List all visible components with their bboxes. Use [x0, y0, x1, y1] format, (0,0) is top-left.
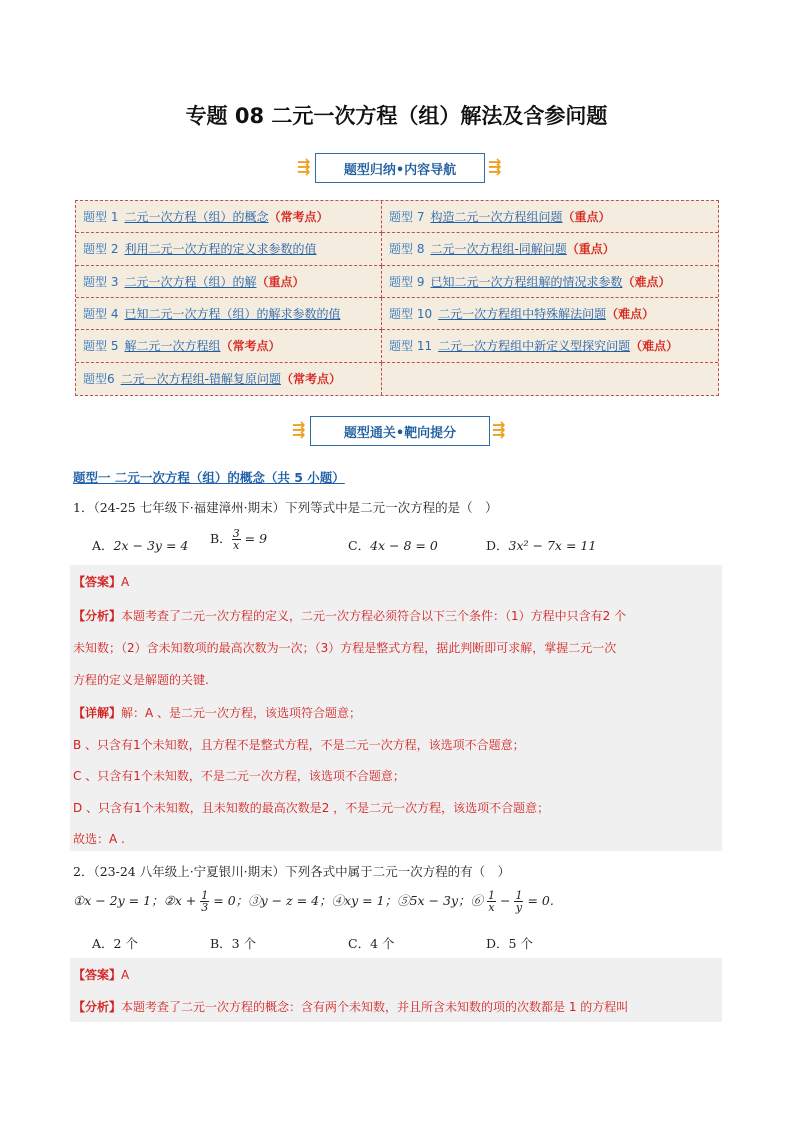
items-math: ①x − 2y = 1；②x +: [73, 893, 197, 908]
nav-number: 题型6: [83, 372, 115, 387]
fraction-denominator: x: [488, 901, 495, 914]
analysis-key: 【分析】: [73, 609, 122, 623]
nav-tag: （常考点）: [280, 372, 341, 387]
nav-cell[interactable]: [76, 266, 382, 298]
analysis-1-line: [73, 607, 626, 624]
nav-number: 题型 9: [389, 274, 425, 289]
nav-number: 题型 1: [83, 210, 119, 225]
banner-navigation-label: 题型归纳•内容导航: [343, 162, 457, 178]
fraction-denominator: 3: [201, 901, 209, 914]
nav-cell[interactable]: [76, 330, 382, 362]
nav-tag: （难点）: [606, 307, 655, 322]
nav-tag: （重点）: [256, 274, 305, 289]
analysis-1-line: 方程的定义是解题的关键.: [73, 673, 209, 687]
nav-tag: （常考点）: [220, 339, 281, 354]
option-label: C．: [348, 538, 371, 553]
nav-tag: （重点）: [562, 210, 611, 225]
nav-number: 题型 4: [83, 307, 119, 322]
nav-cell[interactable]: [76, 298, 382, 330]
nav-number: 题型 11: [389, 339, 433, 354]
nav-tag: （难点）: [622, 274, 671, 289]
detail-1-line: 故选：A .: [73, 832, 125, 846]
option-fraction: [232, 528, 241, 551]
banner-practice-label: 题型通关•靶向提分: [343, 425, 457, 441]
question-2-option-c: C．4 个: [348, 936, 395, 951]
nav-link[interactable]: 二元一次方程组-错解复原问题: [120, 372, 281, 387]
nav-link[interactable]: 二元一次方程组中特殊解法问题: [438, 307, 607, 322]
question-1-option-c: [348, 536, 438, 554]
option-math: 4x − 8 = 0: [370, 538, 438, 553]
banner-left-deco-icon: ⇶: [297, 157, 311, 176]
nav-link[interactable]: 解二元一次方程组: [124, 339, 221, 354]
detail-1-line: C 、只含有1个未知数，不是二元一次方程，该选项不合题意；: [73, 769, 405, 783]
option-label: A．: [92, 538, 114, 553]
nav-tag: （重点）: [566, 242, 615, 257]
option-math: 3x² − 7x = 11: [508, 538, 597, 553]
detail-1-line: D 、只含有1个未知数，且未知数的最高次数是2 ，不是二元一次方程，该选项不合题意；: [73, 801, 550, 815]
nav-number: 题型 3: [83, 274, 119, 289]
nav-link[interactable]: 二元一次方程组-同解问题: [430, 242, 567, 257]
nav-cell[interactable]: [76, 201, 382, 233]
nav-tag: （难点）: [630, 339, 679, 354]
page-title: 专题 08 二元一次方程（组）解法及含参问题: [185, 104, 608, 128]
nav-number: 题型 10: [389, 307, 433, 322]
detail-1-line: B 、只含有1个未知数，且方程不是整式方程，不是二元一次方程，该选项不合题意；: [73, 738, 525, 752]
detail-text: 解：A 、是二元一次方程，该选项符合题意；: [121, 706, 362, 720]
nav-link[interactable]: 已知二元一次方程（组）的解求参数的值: [124, 307, 341, 322]
answer-key: 【答案】: [73, 575, 122, 589]
nav-cell[interactable]: [382, 201, 718, 233]
answer-1-line: [73, 573, 129, 590]
fraction-numerator: 3: [232, 527, 240, 540]
nav-number: 题型 2: [83, 242, 119, 257]
nav-link[interactable]: 利用二元一次方程的定义求参数的值: [124, 242, 317, 257]
nav-cell[interactable]: [76, 233, 382, 265]
nav-link[interactable]: 构造二元一次方程组问题: [430, 210, 563, 225]
items-fraction: [200, 890, 209, 913]
nav-link[interactable]: 二元一次方程（组）的概念: [124, 210, 269, 225]
nav-tag: （常考点）: [268, 210, 329, 225]
option-label: B．: [210, 531, 232, 546]
nav-link[interactable]: 二元一次方程（组）的解: [124, 274, 257, 289]
nav-number: 题型 8: [389, 242, 425, 257]
nav-cell[interactable]: [382, 330, 718, 362]
question-1-option-b: [210, 528, 267, 551]
fraction-numerator: 1: [515, 889, 523, 902]
question-1-option-a: [92, 536, 188, 554]
question-2-items: [73, 890, 554, 913]
items-math: = 0；③y − z = 4；④xy = 1；⑤5x − 3y；⑥: [213, 893, 484, 908]
banner-navigation: [315, 153, 485, 183]
detail-key: 【详解】: [73, 706, 122, 720]
nav-number: 题型 7: [389, 210, 425, 225]
nav-cell-empty: [382, 363, 718, 395]
nav-number: 题型 5: [83, 339, 119, 354]
question-2-option-d: D．5 个: [486, 936, 533, 951]
nav-cell[interactable]: [382, 233, 718, 265]
question-2-stem: 2．（23-24 八年级上·宁夏银川·期末）下列各式中属于二元一次方程的有（ ）: [73, 864, 511, 879]
detail-1-line: [73, 704, 361, 721]
question-1-stem: 1．（24-25 七年级下·福建漳州·期末）下列等式中是二元一次方程的是（ ）: [73, 500, 498, 515]
items-fraction: [487, 890, 496, 913]
nav-cell[interactable]: [382, 266, 718, 298]
banner-left-deco-icon: ⇶: [292, 420, 306, 439]
nav-link[interactable]: 已知二元一次方程组解的情况求参数: [430, 274, 623, 289]
answer-value: A: [121, 968, 130, 982]
answer-key: 【答案】: [73, 968, 122, 982]
banner-right-deco-icon: ⇶: [488, 157, 502, 176]
nav-cell[interactable]: [382, 298, 718, 330]
analysis-2-line: [73, 998, 628, 1015]
nav-cell[interactable]: [76, 363, 382, 395]
topic-navigation-table: [75, 200, 719, 396]
question-1-option-d: [486, 536, 596, 554]
banner-practice: [310, 416, 490, 446]
fraction-denominator: x: [233, 539, 240, 552]
option-math: = 9: [244, 531, 268, 546]
fraction-numerator: 1: [201, 889, 209, 902]
nav-link[interactable]: 二元一次方程组中新定义型探究问题: [438, 339, 631, 354]
answer-value: A: [121, 575, 130, 589]
analysis-text: 本题考查了二元一次方程的定义，二元一次方程必须符合以下三个条件：（1）方程中只含有2 个: [121, 609, 627, 623]
question-2-option-a: A．2 个: [92, 936, 138, 951]
items-math: −: [499, 893, 511, 908]
analysis-key: 【分析】: [73, 1000, 122, 1014]
analysis-1-line: 未知数；（2）含未知数项的最高次数为一次；（3）方程是整式方程，据此判断即可求解，掌握二元一次: [73, 641, 617, 655]
option-label: D．: [486, 538, 509, 553]
analysis-text: 本题考查了二元一次方程的概念：含有两个未知数，并且所含未知数的项的次数都是 1 的方程叫: [121, 1000, 629, 1014]
fraction-numerator: 1: [488, 889, 495, 902]
answer-2-line: [73, 966, 129, 983]
items-math: = 0.: [527, 893, 554, 908]
banner-right-deco-icon: ⇶: [492, 420, 506, 439]
option-math: 2x − 3y = 4: [113, 538, 189, 553]
question-2-option-b: B．3 个: [210, 936, 257, 951]
section-heading: 题型一 二元一次方程（组）的概念（共 5 小题）: [73, 470, 345, 485]
fraction-denominator: y: [515, 901, 523, 914]
items-fraction: [514, 890, 523, 913]
